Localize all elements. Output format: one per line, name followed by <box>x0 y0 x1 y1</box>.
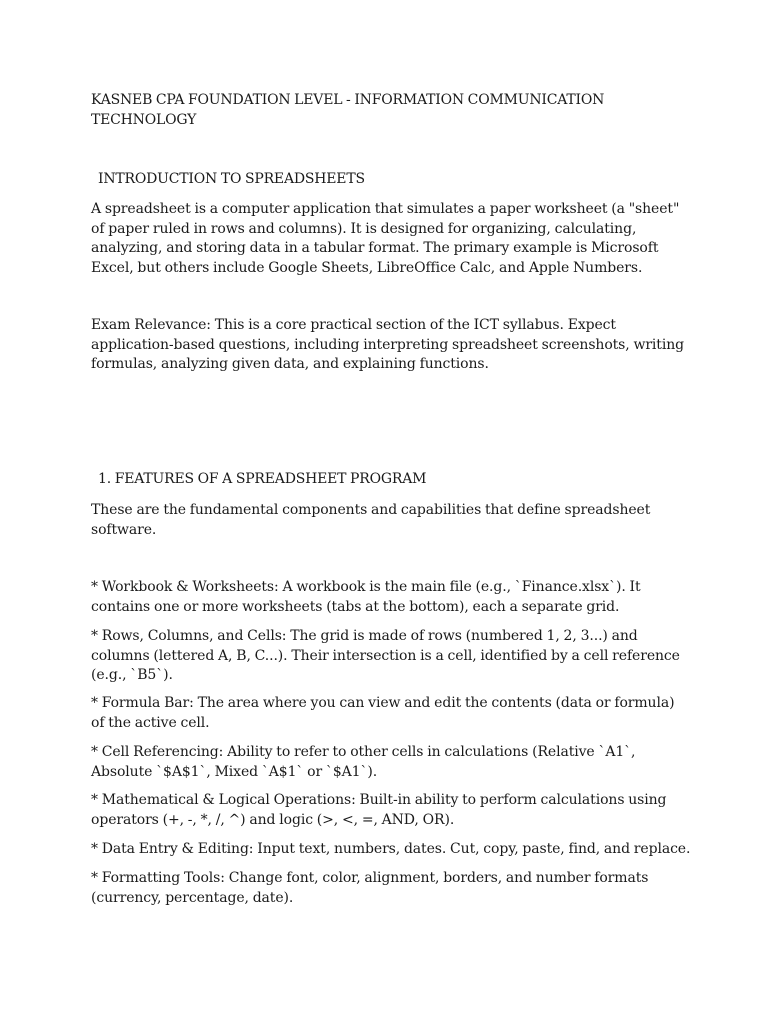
intro-paragraph: A spreadsheet is a computer application that simulates a paper worksheet (a "sheet" of paper ruled in rows and columns). It is designed for organizing, calculating, analyzing, and storing data in a tabular format. The primary example is Microsoft Excel, but others include Google Sheets, LibreOffice Calc, and Apple Numbers. <box>91 201 680 276</box>
feature-item-rows-columns-cells: * Rows, Columns, and Cells: The grid is made of rows (numbered 1, 2, 3...) and columns (lettered A, B, C...). Their intersection is a cell, identified by a cell reference (e.g., `B5`). <box>91 628 680 683</box>
feature-item-formula-bar: * Formula Bar: The area where you can view and edit the contents (data or formula) of the active cell. <box>91 695 675 731</box>
feature-item-cell-referencing: * Cell Referencing: Ability to refer to other cells in calculations (Relative `A1`, Absolute `$A$1`, Mixed `A$1` or `$A1`). <box>91 744 636 780</box>
exam-relevance-paragraph: Exam Relevance: This is a core practical section of the ICT syllabus. Expect application-based questions, including interpreting spreadsheet screenshots, writing formulas, analyzing given data, and explaining functions. <box>91 317 684 372</box>
section-heading-features: 1. FEATURES OF A SPREADSHEET PROGRAM <box>98 471 427 487</box>
feature-item-math-logic: * Mathematical & Logical Operations: Built-in ability to perform calculations using operators (+, -, *, /, ^) and logic (>, <, =, AND, OR). <box>91 792 667 828</box>
feature-item-data-entry: * Data Entry & Editing: Input text, numbers, dates. Cut, copy, paste, find, and replace. <box>91 841 691 857</box>
features-intro-paragraph: These are the fundamental components and capabilities that define spreadsheet software. <box>91 502 651 538</box>
feature-item-workbook: * Workbook & Worksheets: A workbook is the main file (e.g., `Finance.xlsx`). It contains one or more worksheets (tabs at the bottom), each a separate grid. <box>91 579 641 615</box>
feature-item-formatting-tools: * Formatting Tools: Change font, color, alignment, borders, and number formats (currency, percentage, date). <box>91 870 649 906</box>
document-title: KASNEB CPA FOUNDATION LEVEL - INFORMATION COMMUNICATION TECHNOLOGY <box>91 92 605 128</box>
section-heading-introduction: INTRODUCTION TO SPREADSHEETS <box>98 171 365 187</box>
